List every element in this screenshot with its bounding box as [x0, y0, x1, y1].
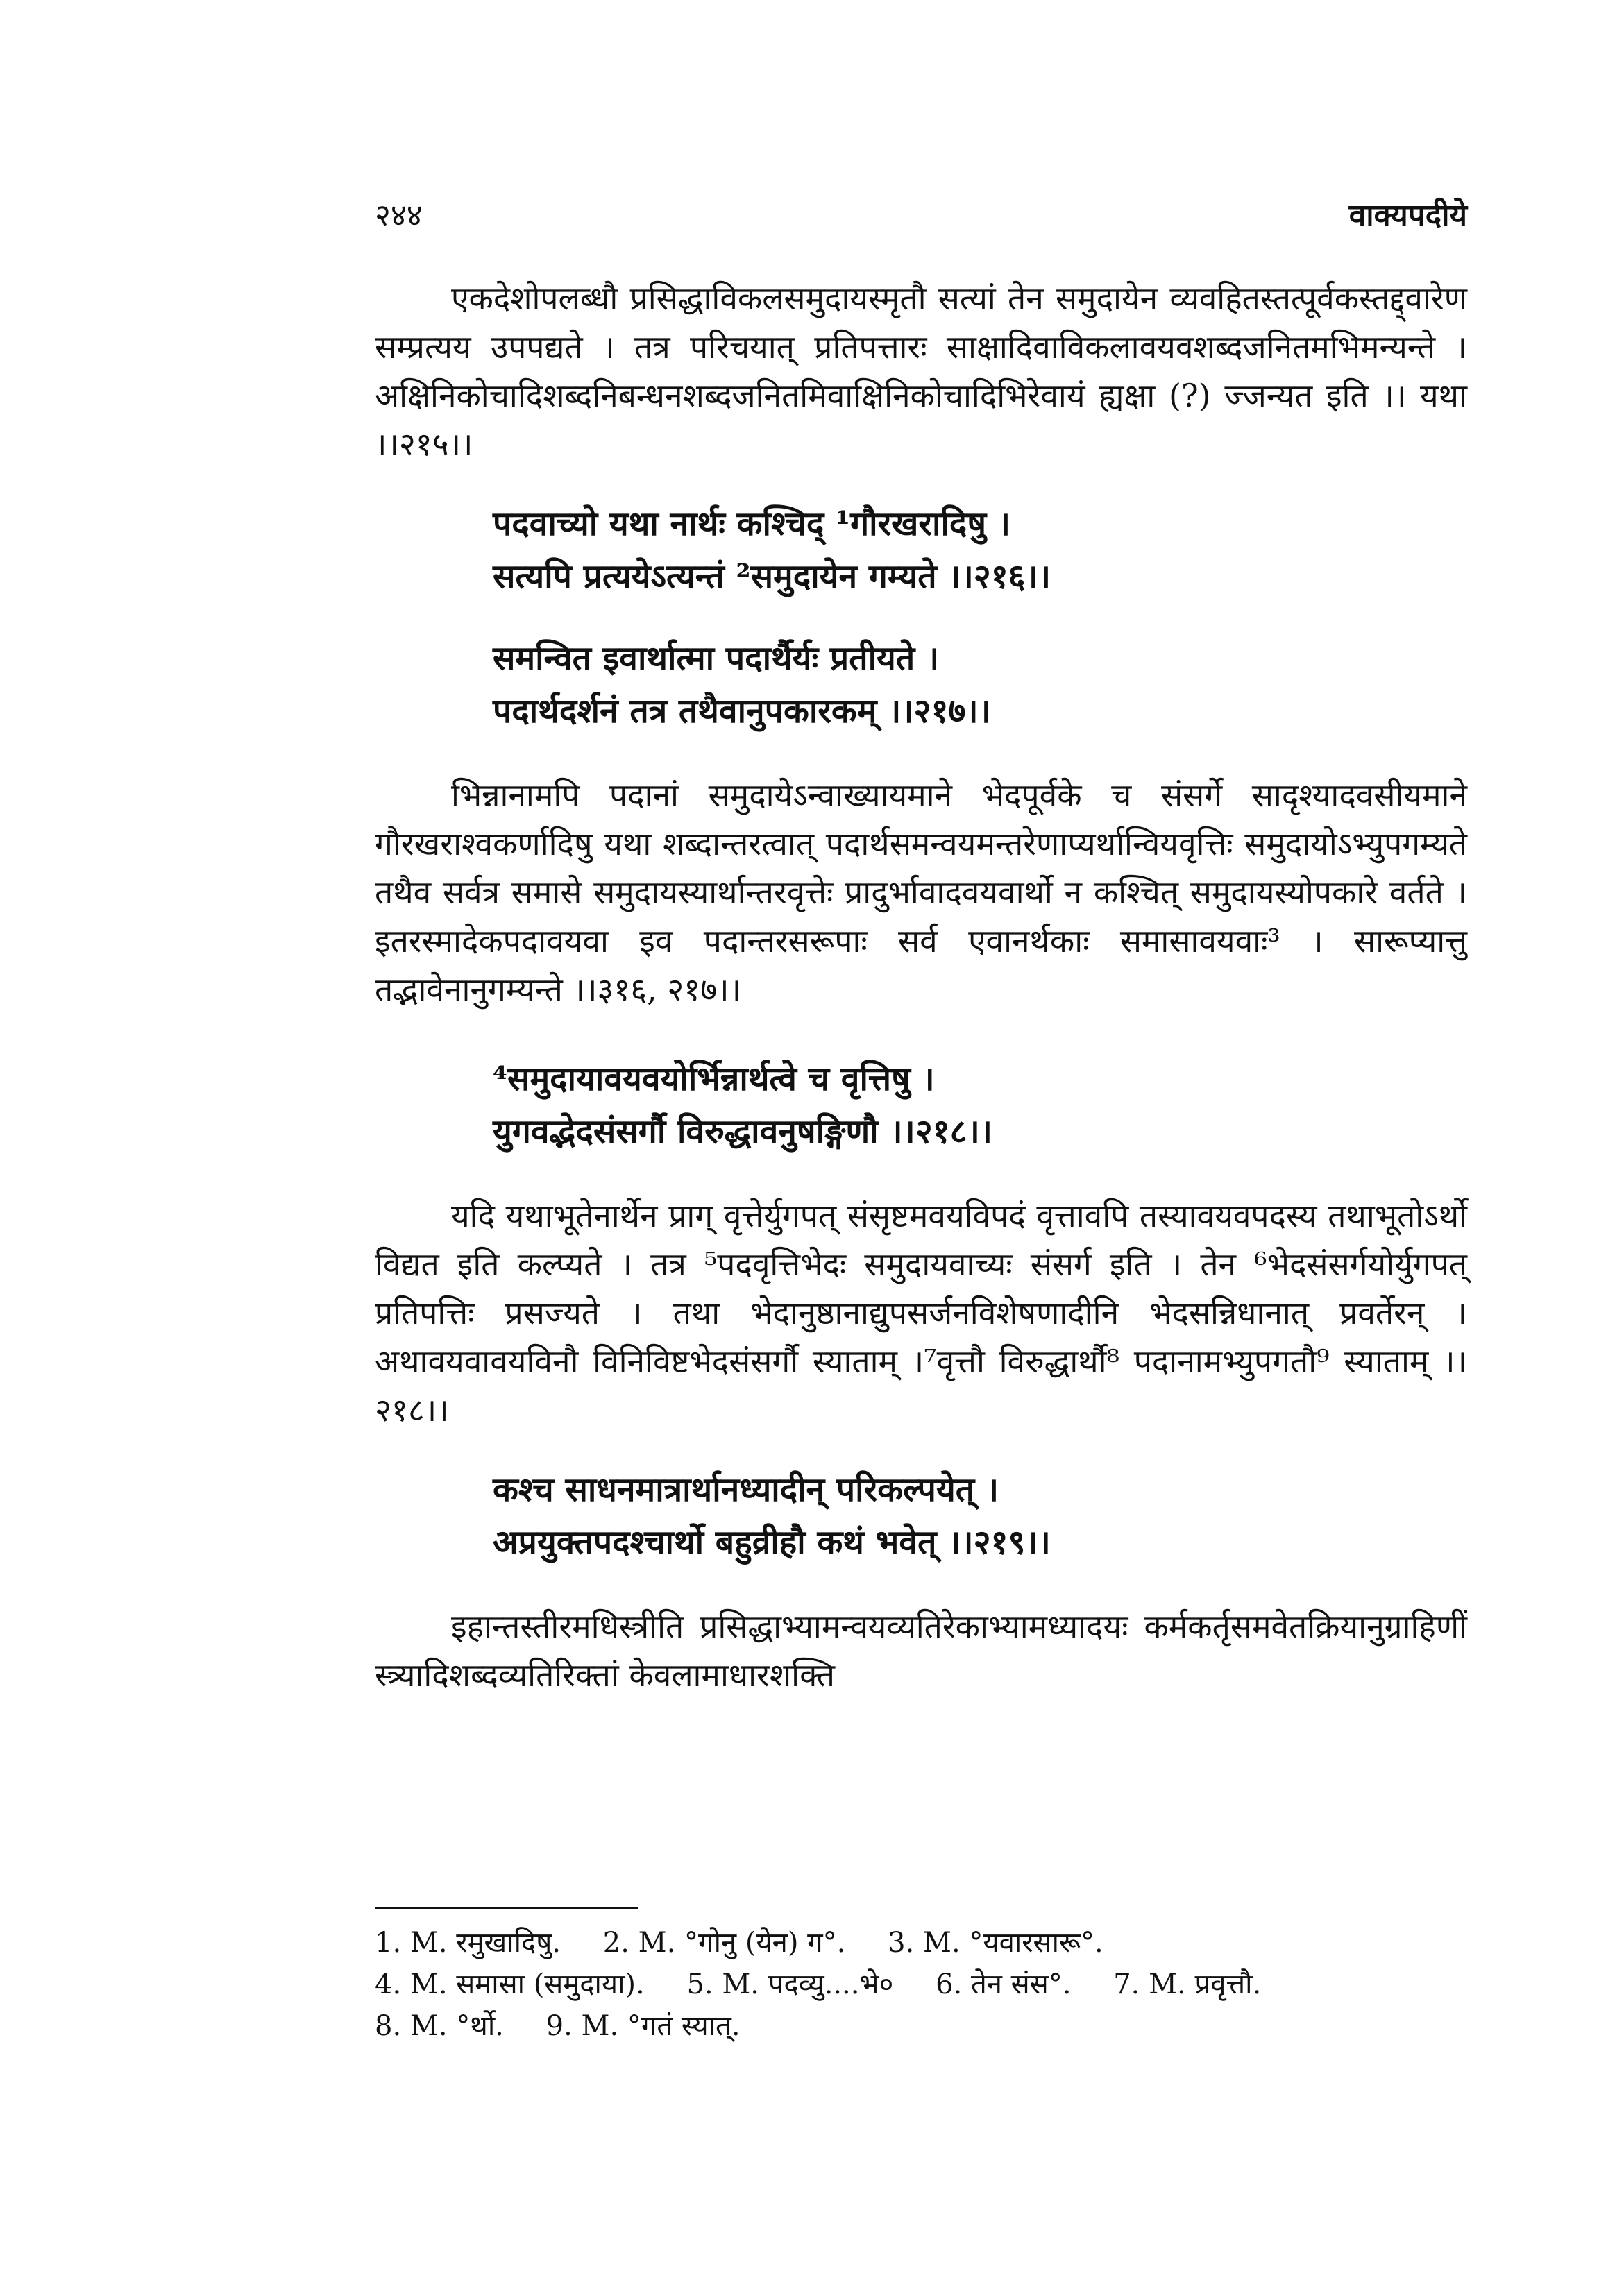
footnote: 1. M. रमुखादिषु.	[375, 1927, 561, 1959]
commentary-paragraph	[375, 274, 1467, 468]
verse-line: समन्वित इवार्थात्मा पदार्थैर्यः प्रतीयते ।	[493, 639, 940, 678]
footnote: 7. M. प्रवृत्तौ.	[1113, 1968, 1262, 2000]
page-number: २४४	[375, 198, 423, 233]
main-text	[375, 274, 1467, 1699]
footnotes	[375, 1922, 1467, 2047]
running-head	[375, 193, 1467, 235]
verse-line: पदवाच्यो यथा नार्थः कश्चिद् ¹गौरखरादिषु ।	[493, 504, 1011, 543]
footnote-line	[375, 2005, 1467, 2047]
footnote: 6. तेन संस°.	[936, 1968, 1072, 2000]
commentary-paragraph	[375, 1191, 1467, 1434]
commentary-paragraph	[375, 1602, 1467, 1699]
commentary-text: इहान्तस्तीरमधिस्त्रीति प्रसिद्धाभ्यामन्वयव्यतिरेकाभ्यामध्यादयः कर्मकर्तृसमवेतक्रियानुग्राहिणीं स्त्र्यादिशब्दव्यतिरिक्तां केवलामाधारशक्ति	[375, 1608, 1467, 1694]
verse-line: कश्च साधनमात्रार्थानध्यादीन् परिकल्पयेत् ।	[493, 1470, 999, 1509]
commentary-paragraph	[375, 771, 1467, 1014]
footnote-rule	[375, 1907, 638, 1909]
footnote: 4. M. समासा (समुदाया).	[375, 1968, 645, 2000]
verse-219	[493, 1463, 1467, 1569]
running-title: वाक्यपदीये	[1348, 198, 1467, 233]
footnote: 8. M. °र्थो.	[375, 2010, 504, 2042]
verse-line: अप्रयुक्तपदश्चार्थो बहुव्रीहौ कथं भवेत् ।।२१९।।	[493, 1523, 1051, 1562]
footnote: 3. M. °यवारसारू°.	[888, 1927, 1103, 1959]
footnote: 2. M. °गोनु (येन) ग°.	[602, 1927, 846, 1959]
footnote: 9. M. °गतं स्यात्.	[545, 2010, 741, 2042]
verse-line: युगवद्भेदसंसर्गौ विरुद्धावनुषङ्गिणौ ।।२१८।।	[493, 1112, 992, 1151]
footnote-line	[375, 1964, 1467, 2005]
footnote: 5. M. पदव्यु....भे०	[686, 1968, 894, 2000]
commentary-text: भिन्नानामपि पदानां समुदायेऽन्वाख्यायमाने भेदपूर्वके च संसर्गे सादृश्यादवसीयमाने गौरखराश्वकर्णादिषु यथा शब्दान्तरत्वात् पदार्थसमन्वयमन्तरेणाप्यर्थान्वियवृत्तिः समुदायोऽभ्युपगम्यते तथैव सर्वत्र समासे समुदायस्यार्थान्तरवृत्तेः प्रादुर्भावादवयवार्थो न कश्चित् समुदायस्योपकारे वर्तते । इतरस्मादेकपदावयवा इव पदान्तरसरूपाः सर्व एवानर्थकाः समासावयवाः³ । सारूप्यात्तु तद्भावेनानुगम्यन्ते ।।३१६, २१७।।	[375, 776, 1467, 1008]
verse-line: सत्यपि प्रत्ययेऽत्यन्तं ²समुदायेन गम्यते ।।२१६।।	[493, 557, 1051, 596]
verse-216	[493, 498, 1467, 603]
commentary-text: एकदेशोपलब्धौ प्रसिद्धाविकलसमुदायस्मृतौ सत्यां तेन समुदायेन व्यवहितस्तत्पूर्वकस्तद्द्वारेण सम्प्रत्यय उपपद्यते । तत्र परिचयात् प्रतिपत्तारः साक्षादिवाविकलावयवशब्दजनितमभिमन्यन्ते । अक्षिनिकोचादिशब्दनिबन्धनशब्दजनितमिवाक्षिनिकोचादिभिरेवायं ह्यक्षा (?) ज्जन्यत इति ।। यथा ।।२१५।।	[375, 280, 1467, 463]
commentary-text: यदि यथाभूतेनार्थेन प्राग् वृत्तेर्युगपत् संसृष्टमवयविपदं वृत्तावपि तस्यावयवपदस्य तथाभूतोऽर्थो विद्यत इति कल्प्यते । तत्र ⁵पदवृत्तिभेदः समुदायवाच्यः संसर्ग इति । तेन ⁶भेदसंसर्गयोर्युगपत् प्रतिपत्तिः प्रसज्यते । तथा भेदानुष्ठानाद्युपसर्जनविशेषणादीनि भेदसन्निधानात् प्रवर्तेरन् । अथावयवावयविनौ विनिविष्टभेदसंसर्गौ स्याताम् ।⁷वृत्तौ विरुद्धार्थौ⁸ पदानामभ्युपगतौ⁹ स्याताम् ।।२१८।।	[375, 1197, 1467, 1429]
verse-217	[493, 632, 1467, 738]
verse-line: पदार्थदर्शनं तत्र तथैवानुपकारकम् ।।२१७।।	[493, 692, 991, 731]
footnote-line	[375, 1922, 1467, 1964]
verse-218	[493, 1053, 1467, 1158]
verse-line: ⁴समुदायावयवयोर्भिन्नार्थत्वे च वृत्तिषु ।	[493, 1060, 935, 1098]
